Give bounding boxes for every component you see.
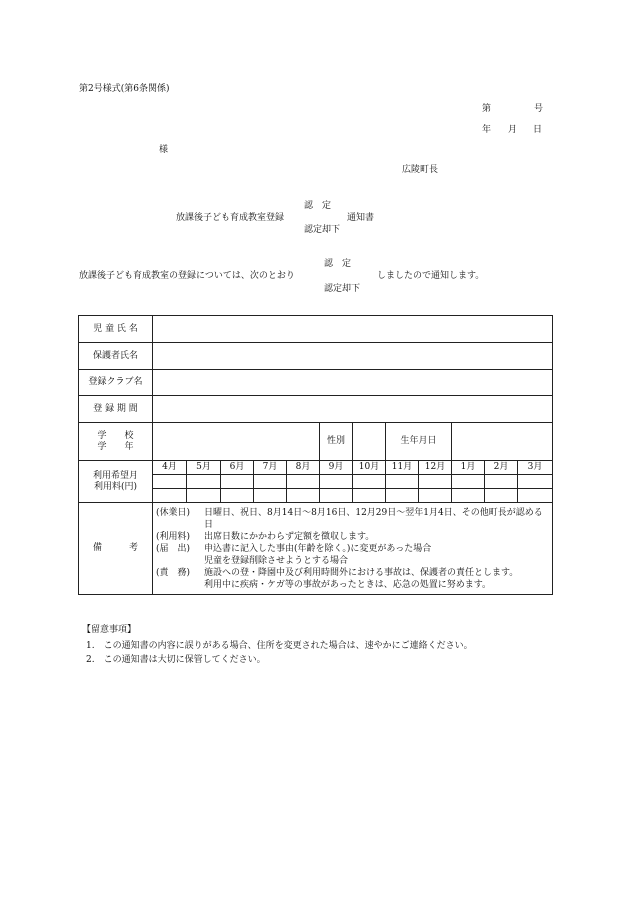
month-cell: 12月	[419, 461, 452, 475]
fee-cell	[485, 475, 518, 489]
club-value	[153, 370, 553, 396]
club-row	[79, 370, 553, 396]
grade-label: 学 年	[97, 441, 134, 452]
note-key: (責 務)	[156, 567, 191, 578]
title-suffix: 通知書	[347, 213, 375, 223]
note-key: (休業日)	[156, 507, 191, 518]
note-item	[156, 543, 549, 555]
note-value: 施設への登・降園中及び利用時間外における事故は、保護者の責任とします。	[204, 567, 519, 578]
school-value	[153, 423, 320, 461]
guardian-name-row	[79, 343, 553, 370]
months-row	[79, 461, 553, 475]
guardian-name-label: 保護者氏名	[79, 343, 153, 370]
school-grade-label	[79, 423, 153, 461]
sentence-option-approve: 認 定	[324, 259, 352, 269]
month-cell: 2月	[485, 461, 518, 475]
fee-cell	[518, 489, 553, 503]
addressee-suffix: 様	[159, 145, 169, 155]
note-value: 出席日数にかかわらず定額を徴収します。	[204, 531, 375, 542]
month-cell: 10月	[353, 461, 386, 475]
fee-cell	[287, 475, 320, 489]
notes-content	[153, 503, 553, 595]
guardian-name-value	[153, 343, 553, 370]
period-value	[153, 396, 553, 423]
note-key	[156, 579, 204, 591]
fee-cell	[386, 489, 419, 503]
sentence-after: しましたので通知します。	[377, 271, 485, 281]
fee-cell	[254, 489, 287, 503]
fee-cell	[221, 475, 254, 489]
title-option-approve: 認 定	[304, 201, 332, 211]
fee-cell	[353, 489, 386, 503]
doc-number-prefix: 第	[482, 104, 492, 114]
sentence-option-reject: 認定却下	[324, 284, 361, 294]
date-year: 年	[482, 125, 492, 135]
child-name-row	[79, 316, 553, 343]
month-cell: 5月	[187, 461, 221, 475]
fee-cell	[187, 489, 221, 503]
month-cell: 6月	[221, 461, 254, 475]
date-month: 月	[508, 125, 518, 135]
registration-table	[78, 315, 553, 595]
month-cell: 9月	[320, 461, 353, 475]
form-number: 第2号様式(第6条関係)	[79, 84, 170, 94]
fee-cell	[320, 489, 353, 503]
notes-label: 備 考	[79, 503, 153, 595]
title-option-reject: 認定却下	[304, 225, 341, 235]
child-name-label: 児 童 氏 名	[79, 316, 153, 343]
note-value: 児童を登録削除させようとする場合	[204, 555, 349, 566]
note-item	[156, 567, 549, 579]
month-cell: 7月	[254, 461, 287, 475]
note-key: (利用料)	[156, 531, 191, 542]
note-key	[156, 555, 204, 567]
school-label: 学 校	[97, 430, 134, 441]
note-value: 利用中に疾病・ケガ等の事故があったときは、応急の処置に努めます。	[204, 579, 492, 590]
note-item	[156, 579, 549, 591]
fee-cell	[254, 475, 287, 489]
fee-cell	[485, 489, 518, 503]
period-label: 登 録 期 間	[79, 396, 153, 423]
fee-cell	[187, 475, 221, 489]
child-name-value	[153, 316, 553, 343]
school-row	[79, 423, 553, 461]
note-item	[156, 531, 549, 543]
note-value: 日曜日、祝日、8月14日～8月16日、12月29日～翌年1月4日、その他町長が認める日	[204, 507, 543, 530]
month-cell: 4月	[153, 461, 187, 475]
issuer: 広陵町長	[402, 165, 439, 175]
sex-label: 性別	[320, 423, 353, 461]
month-cell: 3月	[518, 461, 553, 475]
birth-label: 生年月日	[386, 423, 452, 461]
month-cell: 8月	[287, 461, 320, 475]
fee-cell	[386, 475, 419, 489]
remarks-item: 2. この通知書は大切に保管してください。	[86, 655, 266, 665]
remarks-heading: 【留意事項】	[82, 625, 137, 635]
fee-label-yen: 利用料(円)	[93, 481, 138, 492]
note-item	[156, 507, 549, 531]
fee-cell	[287, 489, 320, 503]
fee-label-month: 利用希望月	[92, 470, 138, 481]
fee-cell	[153, 489, 187, 503]
fee-cell	[221, 489, 254, 503]
fee-cell	[320, 475, 353, 489]
notes-row	[79, 503, 553, 595]
fee-cell	[153, 475, 187, 489]
sentence-before: 放課後子ども育成教室の登録については、次のとおり	[79, 271, 295, 281]
fee-cell	[419, 489, 452, 503]
doc-number-suffix: 号	[534, 104, 544, 114]
note-key: (届 出)	[156, 543, 191, 554]
club-label: 登録クラブ名	[79, 370, 153, 396]
title-main: 放課後子ども育成教室登録	[176, 213, 285, 223]
fee-cell	[518, 475, 553, 489]
remarks-item: 1. この通知書の内容に誤りがある場合、住所を変更された場合は、速やかにご連絡ください。	[86, 641, 473, 651]
fee-cell	[452, 489, 485, 503]
fee-cell	[419, 475, 452, 489]
fee-label	[79, 461, 153, 503]
period-row	[79, 396, 553, 423]
fee-cell	[452, 475, 485, 489]
sex-value	[353, 423, 386, 461]
month-cell: 11月	[386, 461, 419, 475]
date-day: 日	[533, 125, 543, 135]
month-cell: 1月	[452, 461, 485, 475]
fee-cell	[353, 475, 386, 489]
note-value: 申込書に記入した事由(年齢を除く。)に変更があった場合	[204, 543, 432, 554]
birth-value	[452, 423, 553, 461]
note-item	[156, 555, 549, 567]
